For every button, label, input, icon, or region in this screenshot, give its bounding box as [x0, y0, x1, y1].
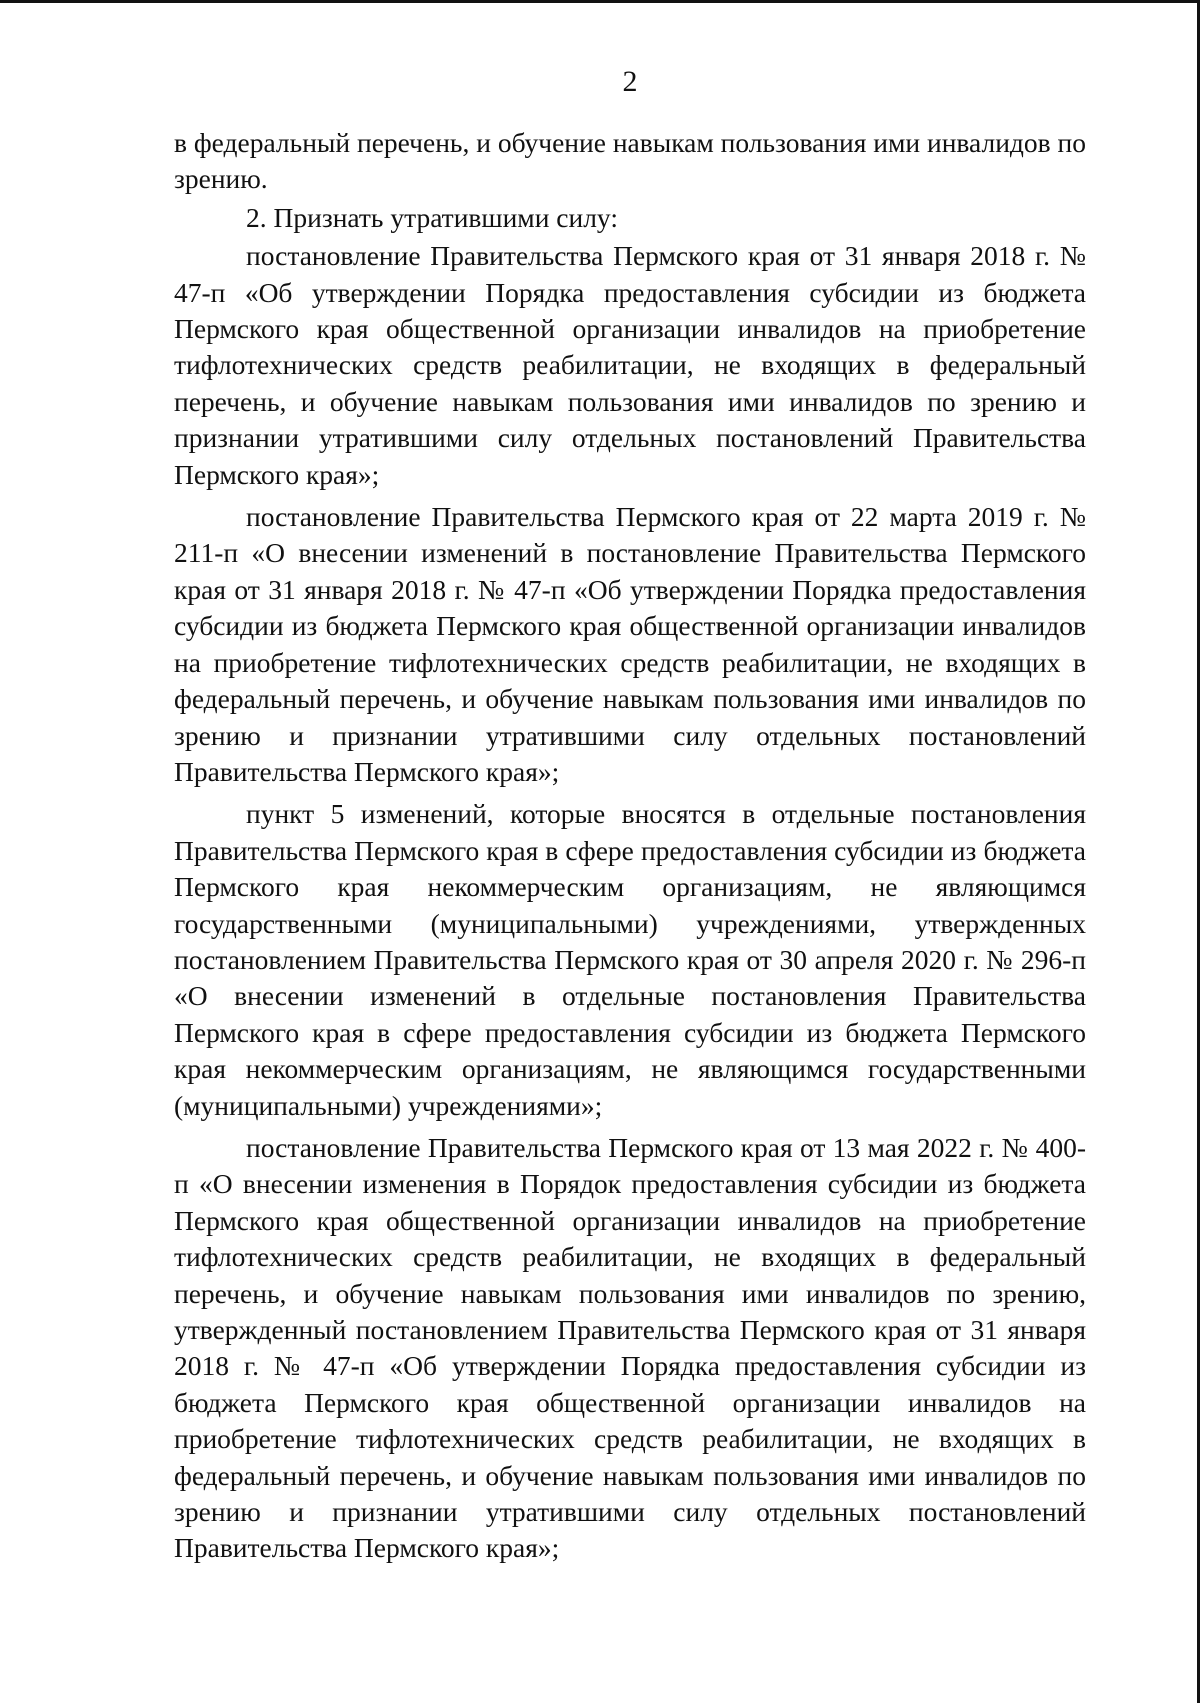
paragraph-resolution-47p: постановление Правительства Пермского края от 31 января 2018 г. № 47-п «Об утверждении Порядка предоставления субсидии из бюджета Пермского края общественной организации инвалидов на приобретение тифлотехнических средств реабилитации, не входящих в федеральный перечень, и обучение навыкам пользования ими инвалидов по зрению и признании утратившими силу отдельных постановлений Правительства Пермского края»; [174, 240, 1086, 490]
paragraph-resolution-400p: постановление Правительства Пермского края от 13 мая 2022 г. № 400-п «О внесении изменения в Порядок предоставления субсидии из бюджета Пермского края общественной организации инвалидов на приобретение тифлотехнических средств реабилитации, не входящих в федеральный перечень, и обучение навыкам пользования ими инвалидов по зрению, утвержденный постановлением Правительства Пермского края от 31 января 2018 г. № 47-п «Об утверждении Порядка предоставления субсидии из бюджета Пермского края общественной организации инвалидов на приобретение тифлотехнических средств реабилитации, не входящих в федеральный перечень, и обучение навыкам пользования ими инвалидов по зрению и признании утратившими силу отдельных постановлений Правительства Пермского края»; [174, 1131, 1086, 1564]
page-number: 2 [622, 65, 638, 98]
paragraph-clause-2: 2. Признать утратившими силу: [246, 201, 618, 233]
document-body [174, 125, 1086, 1573]
paragraph-continuation: в федеральный перечень, и обучение навыкам пользования ими инвалидов по зрению. [174, 127, 1086, 195]
paragraph-resolution-211p: постановление Правительства Пермского края от 22 марта 2019 г. № 211-п «О внесении изменений в постановление Правительства Пермского края от 31 января 2018 г. № 47-п «Об утверждении Порядка предоставления субсидии из бюджета Пермского края общественной организации инвалидов на приобретение тифлотехнических средств реабилитации, не входящих в федеральный перечень, и обучение навыкам пользования ими инвалидов по зрению и признании утратившими силу отдельных постановлений Правительства Пермского края»; [174, 501, 1086, 787]
paragraph-item-5-changes: пункт 5 изменений, которые вносятся в отдельные постановления Правительства Пермского края в сфере предоставления субсидии из бюджета Пермского края некоммерческим организациям, не являющимся государственными (муниципальными) учреждениями, утвержденных постановлением Правительства Пермского края от 30 апреля 2020 г. № 296-п «О внесении изменений в отдельные постановления Правительства Пермского края в сфере предоставления субсидии из бюджета Пермского края некоммерческим организациям, не являющимся государственными (муниципальными) учреждениями»; [174, 798, 1086, 1121]
